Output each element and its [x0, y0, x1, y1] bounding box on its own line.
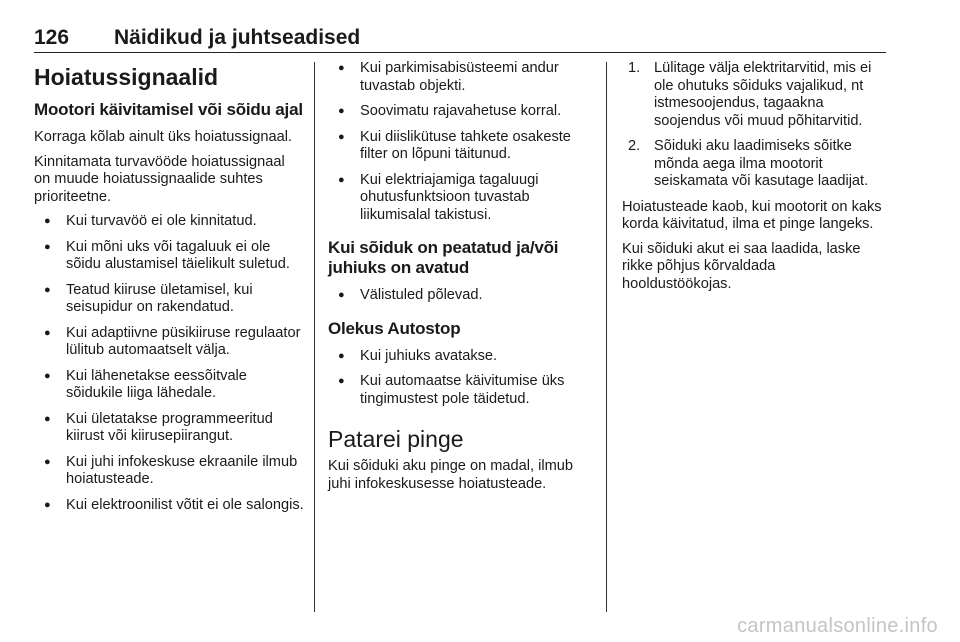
paragraph: Korraga kõlab ainult üks hoiatussignaal.	[34, 129, 292, 145]
column-divider	[606, 62, 607, 612]
column-1	[34, 60, 304, 522]
step-number: 1.	[628, 60, 641, 76]
section-subtitle: Mootori käivitamisel või sõidu ajal	[34, 100, 303, 119]
list-item: ● Kui automaatse käivitumise üks tingimustest pole täidetud.	[328, 373, 594, 408]
watermark: carmanualsonline.info	[737, 615, 938, 637]
step-number: 2.	[628, 138, 641, 154]
list-item: ● Kui ületatakse programmeeritud kiirust või kiirusepiirangut.	[34, 411, 304, 446]
column-3	[622, 60, 888, 300]
page-header	[34, 26, 886, 53]
list-item: ● Soovimatu rajavahetuse korral.	[328, 103, 594, 121]
list-item: ● Kui turvavöö ei ole kinnitatud.	[34, 213, 304, 231]
paragraph: Kinnitamata turvavööde hoiatussignaal on muude hoiatussignaalide suhtes prioriteetne.	[34, 153, 285, 205]
bullet-list	[328, 287, 594, 305]
column-2	[328, 60, 594, 500]
section-title: Hoiatussignaalid	[34, 64, 219, 90]
list-item: ● Kui parkimisabisüsteemi andur tuvastab objekti.	[328, 60, 594, 95]
list-item: ● Kui juhi infokeskuse ekraanile ilmub hoiatusteade.	[34, 454, 304, 489]
list-item: ● Kui elektriajamiga tagaluugi ohutusfunktsioon tuvastab liikumisalal takistusi.	[328, 172, 594, 225]
column-divider	[314, 62, 315, 612]
section-title: Patarei pinge	[328, 426, 464, 452]
list-item: ● Kui adaptiivne püsikiiruse regulaator lülitub automaatselt välja.	[34, 325, 304, 360]
step-text: Sõiduki aku laadimiseks sõitke mõnda aega ilma mootorit seiskamata või kasutage laadijat.	[654, 138, 869, 189]
section-heading: Olekus Autostop	[328, 318, 461, 338]
page-number: 126	[34, 26, 70, 49]
section-heading: Kui sõiduk on peatatud ja/või juhiuks on avatud	[328, 238, 559, 277]
paragraph: Hoiatusteade kaob, kui mootorit on kaks korda käivitatud, ilma et pinge langeks.	[622, 198, 882, 232]
numbered-list	[622, 60, 888, 191]
chapter-title: Näidikud ja juhtseadised	[114, 26, 361, 49]
list-item: ● Kui elektroonilist võtit ei ole salongis.	[34, 497, 304, 515]
step-text: Lülitage välja elektritarvitid, mis ei ole ohutuks sõiduks vajalikud, nt istmesoojendus, tagaakna soojendus või muud põhitarvitid.	[654, 60, 872, 129]
list-item	[622, 138, 888, 191]
bullet-list	[34, 213, 304, 514]
paragraph: Kui sõiduki aku pinge on madal, ilmub juhi infokeskusesse hoiatusteade.	[328, 458, 573, 492]
list-item: ● Kui diislikütuse tahkete osakeste filter on lõpuni täitunud.	[328, 129, 594, 164]
paragraph: Kui sõiduki akut ei saa laadida, laske rikke põhjus kõrvaldada hooldustöökojas.	[622, 240, 861, 292]
list-item	[622, 60, 888, 130]
bullet-list	[328, 60, 594, 224]
list-item: ● Välistuled põlevad.	[328, 287, 594, 305]
list-item: ● Kui lähenetakse eessõitvale sõidukile liiga lähedale.	[34, 368, 304, 403]
list-item: ● Kui juhiuks avatakse.	[328, 348, 594, 366]
bullet-list	[328, 348, 594, 409]
list-item: ● Kui mõni uks või tagaluuk ei ole sõidu alustamisel täielikult suletud.	[34, 239, 304, 274]
list-item: ● Teatud kiiruse ületamisel, kui seisupidur on rakendatud.	[34, 282, 304, 317]
